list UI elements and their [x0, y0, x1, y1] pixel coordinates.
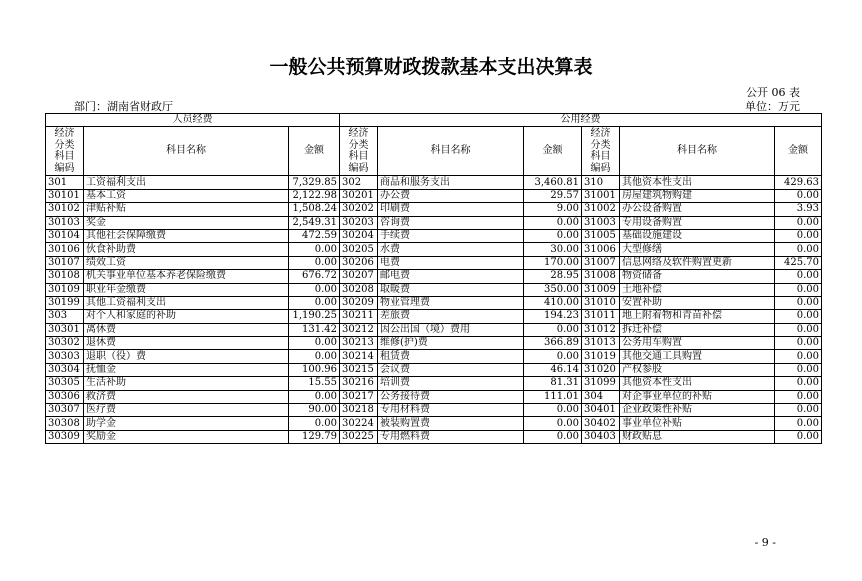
amount-header: 金额 — [524, 127, 582, 176]
classification-header: 经济 分类 科目 编码 — [46, 127, 84, 176]
table-row — [46, 283, 822, 296]
account-name-cell: 手续费 — [378, 229, 524, 242]
amount-cell: 0.00 — [289, 256, 340, 269]
account-code-cell: 30303 — [46, 350, 84, 363]
table-row — [46, 430, 822, 443]
account-code-cell: 30218 — [340, 404, 378, 417]
account-code-cell: 31013 — [582, 337, 620, 350]
amount-cell: 0.00 — [524, 430, 582, 443]
account-code-cell: 30203 — [340, 216, 378, 229]
account-code-cell: 30107 — [46, 256, 84, 269]
account-code-cell: 30224 — [340, 417, 378, 430]
amount-cell: 46.14 — [524, 363, 582, 376]
page-number: - 9 - — [754, 536, 776, 549]
account-name-cell: 基本工资 — [84, 189, 289, 202]
table-row — [46, 216, 822, 229]
account-name-cell: 抚恤金 — [84, 363, 289, 376]
table-row — [46, 323, 822, 336]
account-name-cell: 其他社会保障缴费 — [84, 229, 289, 242]
account-code-cell: 31010 — [582, 296, 620, 309]
account-name-cell: 其他工资福利支出 — [84, 296, 289, 309]
public-group-header: 公用经费 — [340, 114, 822, 127]
account-name-cell: 生活补助 — [84, 377, 289, 390]
account-name-cell: 安置补助 — [620, 296, 775, 309]
table-row — [46, 310, 822, 323]
account-code-cell: 30308 — [46, 417, 84, 430]
amount-cell: 3,460.81 — [524, 176, 582, 189]
amount-cell: 0.00 — [775, 337, 822, 350]
amount-cell: 0.00 — [289, 390, 340, 403]
expenditure-table — [45, 113, 822, 444]
account-name-cell: 其他资本性支出 — [620, 377, 775, 390]
account-code-cell: 31099 — [582, 377, 620, 390]
amount-cell: 111.01 — [524, 390, 582, 403]
account-code-cell: 31003 — [582, 216, 620, 229]
account-name-cell: 退休费 — [84, 337, 289, 350]
account-name-cell: 会议费 — [378, 363, 524, 376]
account-name-cell: 工资福利支出 — [84, 176, 289, 189]
amount-cell: 0.00 — [775, 404, 822, 417]
name-header: 科目名称 — [378, 127, 524, 176]
account-code-cell: 30304 — [46, 363, 84, 376]
account-code-cell: 30209 — [340, 296, 378, 309]
account-code-cell: 301 — [46, 176, 84, 189]
account-name-cell: 对企事业单位的补贴 — [620, 390, 775, 403]
account-code-cell: 30103 — [46, 216, 84, 229]
account-name-cell: 产权参股 — [620, 363, 775, 376]
account-name-cell: 离休费 — [84, 323, 289, 336]
account-name-cell: 咨询费 — [378, 216, 524, 229]
account-name-cell: 培训费 — [378, 377, 524, 390]
amount-cell: 3.93 — [775, 203, 822, 216]
table-row — [46, 229, 822, 242]
table-row — [46, 189, 822, 202]
account-code-cell: 30109 — [46, 283, 84, 296]
amount-cell: 0.00 — [524, 229, 582, 242]
account-name-cell: 因公出国（境）费用 — [378, 323, 524, 336]
account-code-cell: 31008 — [582, 270, 620, 283]
amount-cell: 0.00 — [775, 216, 822, 229]
amount-cell: 0.00 — [289, 296, 340, 309]
account-code-cell: 30305 — [46, 377, 84, 390]
amount-header: 金额 — [775, 127, 822, 176]
amount-cell: 0.00 — [289, 337, 340, 350]
amount-cell: 0.00 — [524, 216, 582, 229]
amount-cell: 194.23 — [524, 310, 582, 323]
account-code-cell: 303 — [46, 310, 84, 323]
account-name-cell: 专用材料费 — [378, 404, 524, 417]
table-row — [46, 243, 822, 256]
account-name-cell: 信息网络及软件购置更新 — [620, 256, 775, 269]
account-code-cell: 30201 — [340, 189, 378, 202]
amount-cell: 100.96 — [289, 363, 340, 376]
account-code-cell: 302 — [340, 176, 378, 189]
amount-cell: 2,122.98 — [289, 189, 340, 202]
account-code-cell: 30108 — [46, 270, 84, 283]
table-row — [46, 377, 822, 390]
account-code-cell: 31005 — [582, 229, 620, 242]
account-name-cell: 公务用车购置 — [620, 337, 775, 350]
account-name-cell: 商品和服务支出 — [378, 176, 524, 189]
account-code-cell: 30301 — [46, 323, 84, 336]
name-header: 科目名称 — [84, 127, 289, 176]
amount-cell: 0.00 — [775, 229, 822, 242]
personnel-group-header: 人员经费 — [46, 114, 340, 127]
amount-cell: 0.00 — [775, 310, 822, 323]
account-name-cell: 地上附着物和青苗补偿 — [620, 310, 775, 323]
amount-cell: 0.00 — [775, 283, 822, 296]
account-code-cell: 30306 — [46, 390, 84, 403]
account-name-cell: 基础设施建设 — [620, 229, 775, 242]
account-code-cell: 30207 — [340, 270, 378, 283]
account-name-cell: 其他交通工具购置 — [620, 350, 775, 363]
amount-cell: 15.55 — [289, 377, 340, 390]
amount-cell: 28.95 — [524, 270, 582, 283]
amount-cell: 0.00 — [524, 350, 582, 363]
account-name-cell: 医疗费 — [84, 404, 289, 417]
account-code-cell: 31011 — [582, 310, 620, 323]
account-name-cell: 租赁费 — [378, 350, 524, 363]
account-name-cell: 物资储备 — [620, 270, 775, 283]
account-name-cell: 奖金 — [84, 216, 289, 229]
account-name-cell: 奖励金 — [84, 430, 289, 443]
table-body — [46, 176, 822, 444]
classification-header: 经济 分类 科目 编码 — [582, 127, 620, 176]
account-name-cell: 伙食补助费 — [84, 243, 289, 256]
account-code-cell: 310 — [582, 176, 620, 189]
amount-cell: 129.79 — [289, 430, 340, 443]
account-name-cell: 差旅费 — [378, 310, 524, 323]
account-name-cell: 企业政策性补贴 — [620, 404, 775, 417]
amount-cell: 0.00 — [289, 417, 340, 430]
table-row — [46, 176, 822, 189]
amount-cell: 170.00 — [524, 256, 582, 269]
table-row — [46, 337, 822, 350]
account-name-cell: 电费 — [378, 256, 524, 269]
amount-header: 金额 — [289, 127, 340, 176]
account-name-cell: 办公费 — [378, 189, 524, 202]
account-code-cell: 30307 — [46, 404, 84, 417]
account-code-cell: 30212 — [340, 323, 378, 336]
amount-cell: 0.00 — [775, 243, 822, 256]
amount-cell: 7,329.85 — [289, 176, 340, 189]
account-name-cell: 公务接待费 — [378, 390, 524, 403]
amount-cell: 0.00 — [775, 189, 822, 202]
table-row — [46, 404, 822, 417]
amount-cell: 0.00 — [775, 363, 822, 376]
amount-cell: 90.00 — [289, 404, 340, 417]
account-name-cell: 土地补偿 — [620, 283, 775, 296]
amount-cell: 81.31 — [524, 377, 582, 390]
account-name-cell: 财政贴息 — [620, 430, 775, 443]
amount-cell: 425.70 — [775, 256, 822, 269]
table-row — [46, 296, 822, 309]
account-code-cell: 30199 — [46, 296, 84, 309]
amount-cell: 0.00 — [524, 404, 582, 417]
amount-cell: 131.42 — [289, 323, 340, 336]
account-name-cell: 事业单位补贴 — [620, 417, 775, 430]
amount-cell: 9.00 — [524, 203, 582, 216]
account-name-cell: 助学金 — [84, 417, 289, 430]
amount-cell: 0.00 — [524, 417, 582, 430]
amount-cell: 0.00 — [775, 377, 822, 390]
form-number: 公开 06 表 — [746, 86, 800, 99]
amount-cell: 30.00 — [524, 243, 582, 256]
amount-cell: 0.00 — [775, 417, 822, 430]
account-name-cell: 拆迁补偿 — [620, 323, 775, 336]
account-code-cell: 31007 — [582, 256, 620, 269]
department-label: 部门：湖南省财政厅 — [74, 100, 173, 113]
account-code-cell: 31002 — [582, 203, 620, 216]
page-title: 一般公共预算财政拨款基本支出决算表 — [269, 56, 593, 78]
account-name-cell: 邮电费 — [378, 270, 524, 283]
account-code-cell: 30205 — [340, 243, 378, 256]
amount-cell: 0.00 — [775, 350, 822, 363]
account-code-cell: 30211 — [340, 310, 378, 323]
account-name-cell: 退职（役）费 — [84, 350, 289, 363]
account-code-cell: 30309 — [46, 430, 84, 443]
account-name-cell: 物业管理费 — [378, 296, 524, 309]
table-row — [46, 270, 822, 283]
amount-cell: 2,549.31 — [289, 216, 340, 229]
table-row — [46, 350, 822, 363]
account-name-cell: 维修(护)费 — [378, 337, 524, 350]
amount-cell: 0.00 — [524, 323, 582, 336]
account-code-cell: 31001 — [582, 189, 620, 202]
account-code-cell: 30401 — [582, 404, 620, 417]
account-name-cell: 取暖费 — [378, 283, 524, 296]
account-code-cell: 30101 — [46, 189, 84, 202]
account-name-cell: 被装购置费 — [378, 417, 524, 430]
unit-label: 单位：万元 — [745, 100, 800, 113]
amount-cell: 0.00 — [289, 283, 340, 296]
account-code-cell: 30403 — [582, 430, 620, 443]
account-name-cell: 救济费 — [84, 390, 289, 403]
account-name-cell: 办公设备购置 — [620, 203, 775, 216]
amount-cell: 0.00 — [775, 296, 822, 309]
amount-cell: 350.00 — [524, 283, 582, 296]
account-code-cell: 30206 — [340, 256, 378, 269]
name-header: 科目名称 — [620, 127, 775, 176]
table-row — [46, 256, 822, 269]
account-code-cell: 30214 — [340, 350, 378, 363]
account-code-cell: 30302 — [46, 337, 84, 350]
account-name-cell: 大型修缮 — [620, 243, 775, 256]
account-code-cell: 30208 — [340, 283, 378, 296]
account-code-cell: 304 — [582, 390, 620, 403]
account-code-cell: 31012 — [582, 323, 620, 336]
amount-cell: 410.00 — [524, 296, 582, 309]
account-code-cell: 31020 — [582, 363, 620, 376]
account-code-cell: 31019 — [582, 350, 620, 363]
amount-cell: 472.59 — [289, 229, 340, 242]
account-name-cell: 房屋建筑物购建 — [620, 189, 775, 202]
account-code-cell: 30213 — [340, 337, 378, 350]
account-code-cell: 30202 — [340, 203, 378, 216]
account-name-cell: 专用设备购置 — [620, 216, 775, 229]
amount-cell: 429.63 — [775, 176, 822, 189]
account-name-cell: 印刷费 — [378, 203, 524, 216]
amount-cell: 0.00 — [775, 430, 822, 443]
account-code-cell: 30204 — [340, 229, 378, 242]
amount-cell: 29.57 — [524, 189, 582, 202]
amount-cell: 0.00 — [775, 323, 822, 336]
account-name-cell: 专用燃料费 — [378, 430, 524, 443]
table-row — [46, 417, 822, 430]
account-name-cell: 水费 — [378, 243, 524, 256]
amount-cell: 1,190.25 — [289, 310, 340, 323]
table-row — [46, 363, 822, 376]
account-name-cell: 职业年金缴费 — [84, 283, 289, 296]
amount-cell: 0.00 — [289, 243, 340, 256]
account-name-cell: 绩效工资 — [84, 256, 289, 269]
account-code-cell: 30104 — [46, 229, 84, 242]
amount-cell: 0.00 — [775, 390, 822, 403]
amount-cell: 676.72 — [289, 270, 340, 283]
amount-cell: 1,508.24 — [289, 203, 340, 216]
account-code-cell: 30106 — [46, 243, 84, 256]
account-code-cell: 30215 — [340, 363, 378, 376]
table-row — [46, 203, 822, 216]
account-code-cell: 30225 — [340, 430, 378, 443]
amount-cell: 0.00 — [775, 270, 822, 283]
account-name-cell: 其他资本性支出 — [620, 176, 775, 189]
account-code-cell: 31006 — [582, 243, 620, 256]
amount-cell: 0.00 — [289, 350, 340, 363]
account-code-cell: 30217 — [340, 390, 378, 403]
table-row — [46, 390, 822, 403]
classification-header: 经济 分类 科目 编码 — [340, 127, 378, 176]
account-name-cell: 对个人和家庭的补助 — [84, 310, 289, 323]
account-code-cell: 30102 — [46, 203, 84, 216]
account-name-cell: 机关事业单位基本养老保险缴费 — [84, 270, 289, 283]
account-code-cell: 31009 — [582, 283, 620, 296]
account-code-cell: 30216 — [340, 377, 378, 390]
amount-cell: 366.89 — [524, 337, 582, 350]
account-code-cell: 30402 — [582, 417, 620, 430]
account-name-cell: 津贴补贴 — [84, 203, 289, 216]
